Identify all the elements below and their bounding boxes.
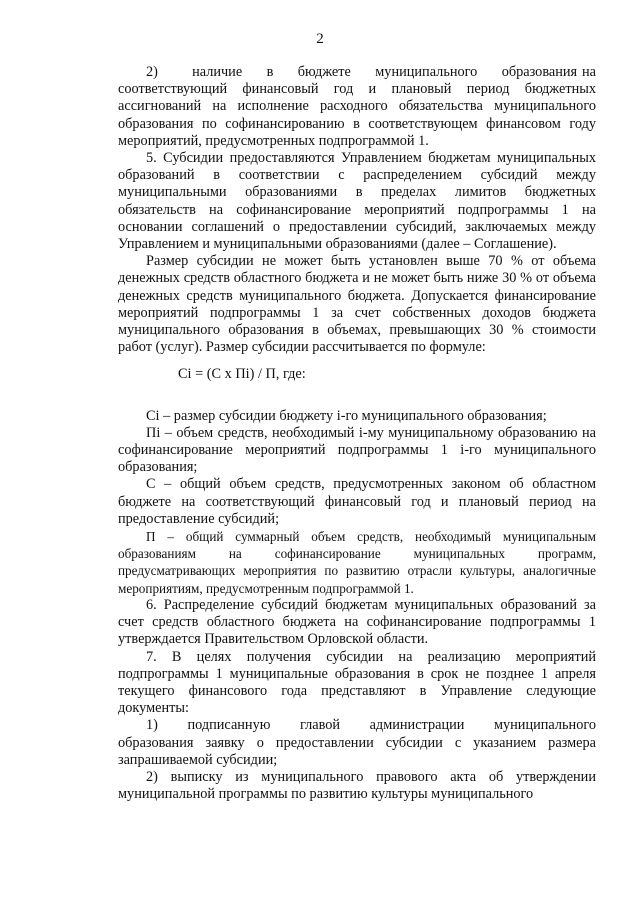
paragraph-5-subsidy-provision: 5. Субсидии предоставляются Управлением бюджетам муниципальных образований в соответствии с распределением субсидий между муниципальными образованиями в пределах лимитов бюджетных обязательств на софинансирование мероприятий подпрограммы 1 на основании соглашений о предоставлении субсидий, заключаемых между Управлением и муниципальными образованиями (далее – Соглашение). — [118, 150, 596, 253]
formula-definition-c: С – общий объем средств, предусмотренных законом об областном бюджете на соответствующий финансовый год и плановый период на предоставление субсидий; — [118, 476, 596, 527]
paragraph-subsidy-size: Размер субсидии не может быть установлен выше 70 % от объема денежных средств областного бюджета и не может быть ниже 30 % от объема денежных средств муниципального бюджета. Допускается финансирование мероприятий подпрограммы 1 за счет собственных доходов бюджета муниципального образования в объемах, превышающих 30 % стоимости работ (услуг). Размер субсидии рассчитывается по формуле: — [118, 253, 596, 356]
document-item-1-application: 1) подписанную главой администрации муниципального образования заявку о предоставлении субсидии с указанием размера запрашиваемой субсидии; — [118, 717, 596, 768]
page-number: 2 — [316, 31, 324, 47]
formula-definition-p: П – общий суммарный объем средств, необходимый муниципальным образованиям на софинансирование муниципальных программ, предусматривающих мероприятия по развитию отрасли культуры, аналогичные мероприятиям, предусмотренным подпрограммой 1. — [118, 529, 596, 596]
subsidy-formula: Сi = (С х Пi) / П, где: — [178, 366, 306, 383]
document-item-2-extract: 2) выписку из муниципального правового акта об утверждении муниципальной программы по развитию культуры муниципального — [118, 768, 596, 803]
paragraph-item-2-budget-availability: 2) наличие в бюджете муниципального образования на соответствующий финансовый год и плановый период бюджетных ассигнований на исполнение расходного обязательства муниципального образования по софинансированию в соответствующем финансовом году мероприятий, предусмотренных подпрограммой 1. — [118, 64, 596, 149]
paragraph-7-documents: 7. В целях получения субсидии на реализацию мероприятий подпрограммы 1 муниципальные образования в срок не позднее 1 апреля текущего финансового года представляют в Управление следующие документы: — [118, 648, 596, 717]
formula-definition-pi: Пi – объем средств, необходимый i-му муниципальному образованию на софинансирование мероприятий подпрограммы 1 i-го муниципального образования; — [118, 424, 596, 476]
formula-definition-ci: Сi – размер субсидии бюджету i-го муниципального образования; — [146, 407, 547, 424]
document-body — [118, 64, 596, 803]
paragraph-6-distribution: 6. Распределение субсидий бюджетам муниципальных образований за счет средств областного бюджета на софинансирование подпрограммы 1 утверждается Правительством Орловской области. — [118, 596, 596, 648]
